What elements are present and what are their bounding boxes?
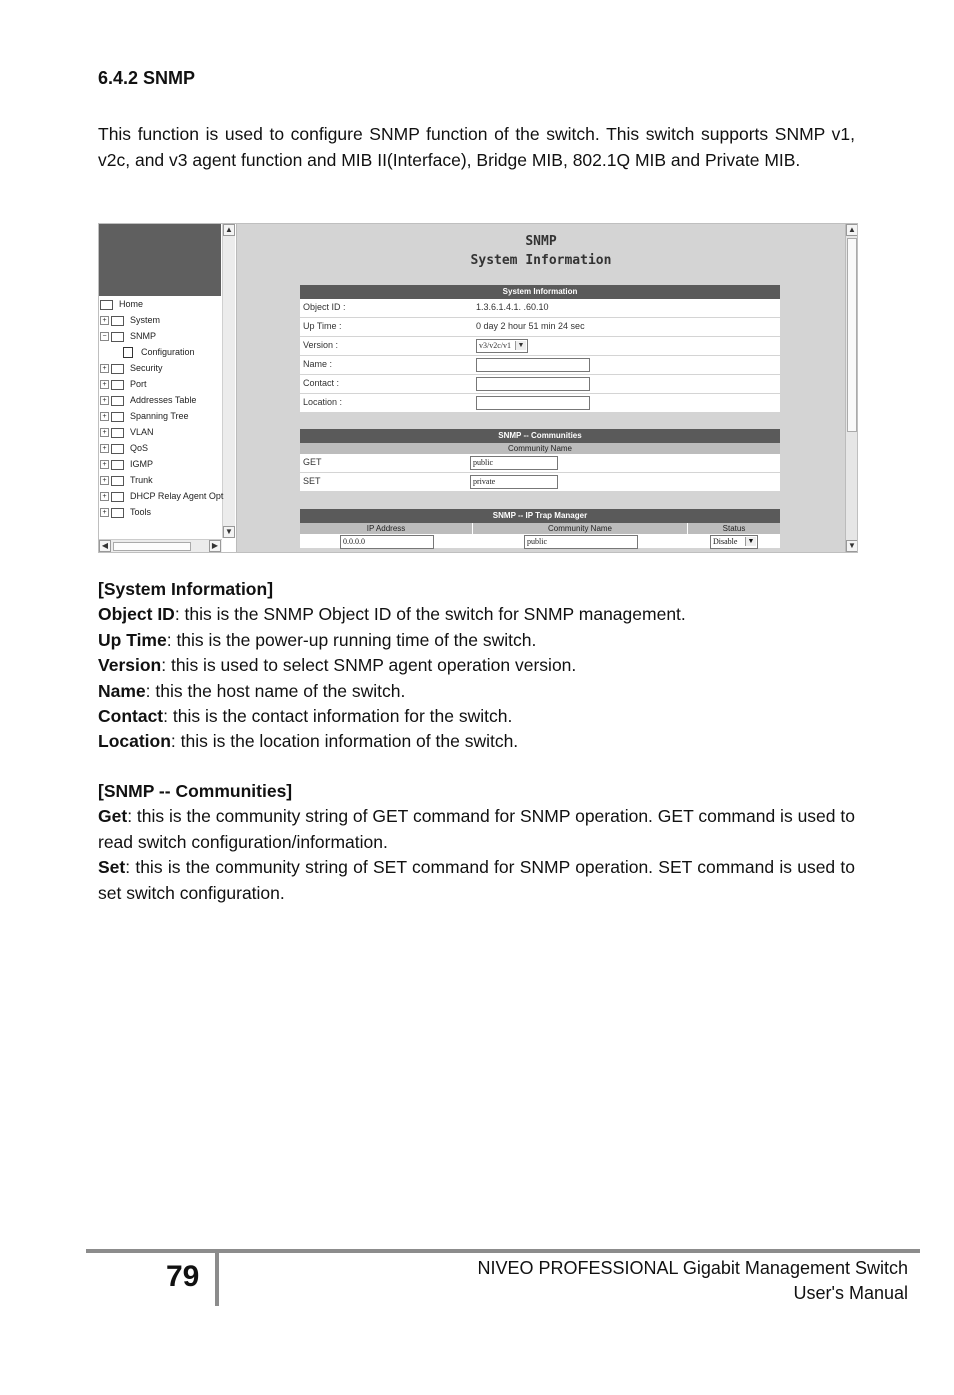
expand-icon[interactable]: + bbox=[100, 508, 109, 517]
snmp-screenshot bbox=[98, 223, 858, 553]
name-input[interactable] bbox=[476, 358, 590, 372]
scroll-thumb[interactable] bbox=[113, 542, 191, 551]
scroll-down-icon[interactable]: ▼ bbox=[223, 526, 235, 538]
page-icon bbox=[123, 347, 133, 358]
table-row: GET public bbox=[300, 454, 780, 473]
folder-icon bbox=[111, 412, 124, 422]
trap-status-select[interactable]: Disable ▼ bbox=[710, 535, 758, 549]
table-row: Location : bbox=[300, 394, 780, 413]
tree-item-security[interactable]: + Security bbox=[100, 362, 163, 374]
scroll-right-icon[interactable]: ▶ bbox=[209, 540, 221, 552]
folder-icon bbox=[111, 380, 124, 390]
column-header: Community Name bbox=[300, 443, 780, 454]
expand-icon[interactable]: + bbox=[100, 428, 109, 437]
tree-vertical-scrollbar[interactable] bbox=[222, 224, 235, 538]
tree-item-qos[interactable]: + QoS bbox=[100, 442, 148, 454]
scroll-down-icon[interactable]: ▼ bbox=[846, 540, 858, 552]
folder-icon bbox=[111, 428, 124, 438]
table-header: SNMP -- IP Trap Manager bbox=[300, 509, 780, 523]
folder-icon bbox=[111, 444, 124, 454]
communities-table bbox=[300, 429, 780, 492]
expand-icon[interactable]: + bbox=[100, 316, 109, 325]
expand-icon[interactable]: + bbox=[100, 412, 109, 421]
location-input[interactable] bbox=[476, 396, 590, 410]
folder-icon bbox=[111, 460, 124, 470]
table-row: SET private bbox=[300, 473, 780, 492]
expand-icon[interactable]: + bbox=[100, 364, 109, 373]
expand-icon[interactable]: + bbox=[100, 380, 109, 389]
footer-title: NIVEO PROFESSIONAL Gigabit Management Switch User's Manual bbox=[477, 1258, 908, 1303]
expand-icon[interactable]: + bbox=[100, 492, 109, 501]
tree-item-tools[interactable]: + Tools bbox=[100, 506, 151, 518]
table-row: Contact : bbox=[300, 375, 780, 394]
tree-item-snmp[interactable]: − SNMP bbox=[100, 330, 156, 342]
scroll-left-icon[interactable]: ◀ bbox=[99, 540, 111, 552]
tree-item-dhcp[interactable]: + DHCP Relay Agent Opt bbox=[100, 490, 223, 502]
table-row: Version : v3/v2c/v1 ▼ bbox=[300, 337, 780, 356]
expand-icon[interactable]: + bbox=[100, 396, 109, 405]
navigation-tree bbox=[99, 224, 237, 552]
table-row: Name : bbox=[300, 356, 780, 375]
folder-icon bbox=[111, 316, 124, 326]
tree-item-port[interactable]: + Port bbox=[100, 378, 147, 390]
uptime-value: 0 day 2 hour 51 min 24 sec bbox=[476, 321, 585, 331]
tree-item-trunk[interactable]: + Trunk bbox=[100, 474, 153, 486]
contact-input[interactable] bbox=[476, 377, 590, 391]
logo-placeholder bbox=[99, 224, 221, 296]
tree-item-vlan[interactable]: + VLAN bbox=[100, 426, 154, 438]
folder-icon bbox=[111, 476, 124, 486]
page-title: SNMP bbox=[525, 234, 557, 249]
folder-icon bbox=[111, 492, 124, 502]
system-information-table bbox=[300, 285, 780, 413]
get-community-input[interactable]: public bbox=[470, 456, 558, 470]
tree-item-addresses-table[interactable]: + Addresses Table bbox=[100, 394, 196, 406]
chevron-down-icon: ▼ bbox=[515, 341, 526, 350]
table-row: Up Time : 0 day 2 hour 51 min 24 sec bbox=[300, 318, 780, 337]
scroll-up-icon[interactable]: ▲ bbox=[846, 224, 858, 236]
content-vertical-scrollbar[interactable] bbox=[845, 224, 857, 552]
footer-rule bbox=[86, 1249, 920, 1253]
folder-icon bbox=[111, 396, 124, 406]
intro-paragraph: This function is used to configure SNMP function of the switch. This switch supports SNMP v1, v2c, and v3 agent function and MIB II(Interface), Bridge MIB, 802.1Q MIB and Private MIB. bbox=[98, 124, 855, 170]
footer-divider bbox=[215, 1253, 219, 1306]
tree-item-configuration[interactable]: Configuration bbox=[123, 346, 195, 358]
page-number: 79 bbox=[166, 1260, 200, 1293]
tree-item-system[interactable]: + System bbox=[100, 314, 160, 326]
communities-section: [SNMP -- Communities] Get: this is the community string of GET command for SNMP operation. GET command is used to read switch configuration/information. Set: this is the community string of SET command for SNMP operation. SET command is used to set switch configuration. bbox=[98, 781, 855, 903]
trap-community-input[interactable]: public bbox=[524, 535, 638, 549]
tree-horizontal-scrollbar[interactable] bbox=[99, 539, 222, 552]
collapse-icon[interactable]: − bbox=[100, 332, 109, 341]
set-community-input[interactable]: private bbox=[470, 475, 558, 489]
expand-icon[interactable]: + bbox=[100, 476, 109, 485]
snmp-content-pane bbox=[237, 224, 845, 552]
tree-item-spanning-tree[interactable]: + Spanning Tree bbox=[100, 410, 189, 422]
expand-icon[interactable]: + bbox=[100, 460, 109, 469]
page-subtitle: System Information bbox=[470, 253, 612, 268]
folder-open-icon bbox=[111, 332, 124, 342]
table-header: System Information bbox=[300, 285, 780, 299]
section-title: [System Information] bbox=[98, 579, 274, 599]
scroll-up-icon[interactable]: ▲ bbox=[223, 224, 235, 236]
chevron-down-icon: ▼ bbox=[745, 537, 756, 546]
object-id-value: 1.3.6.1.4.1. .60.10 bbox=[476, 302, 549, 312]
scroll-thumb[interactable] bbox=[847, 238, 857, 432]
section-title: [SNMP -- Communities] bbox=[98, 781, 293, 801]
trap-ip-input[interactable]: 0.0.0.0 bbox=[340, 535, 434, 549]
version-select[interactable]: v3/v2c/v1 ▼ bbox=[476, 339, 528, 353]
system-information-section: [System Information] Object ID: this is the SNMP Object ID of the switch for SNMP management. Up Time: this is the power-up running time of the switch. Version: this is used to select SNMP agent operation version. Name: this the host name of the switch. Contact: this is the contact information for the switch. Location: this is the location information of the switch. bbox=[98, 579, 686, 752]
column-header-row: IP Address Community Name Status bbox=[300, 523, 780, 534]
folder-open-icon bbox=[100, 300, 113, 310]
table-header: SNMP -- Communities bbox=[300, 429, 780, 443]
expand-icon[interactable]: + bbox=[100, 444, 109, 453]
trap-manager-table bbox=[300, 509, 780, 548]
folder-icon bbox=[111, 364, 124, 374]
tree-item-home[interactable]: Home bbox=[100, 298, 143, 310]
tree-item-igmp[interactable]: + IGMP bbox=[100, 458, 153, 470]
table-row: Object ID : 1.3.6.1.4.1. .60.10 bbox=[300, 299, 780, 318]
table-row bbox=[300, 534, 780, 548]
folder-icon bbox=[111, 508, 124, 518]
section-heading: 6.4.2 SNMP bbox=[98, 68, 196, 88]
